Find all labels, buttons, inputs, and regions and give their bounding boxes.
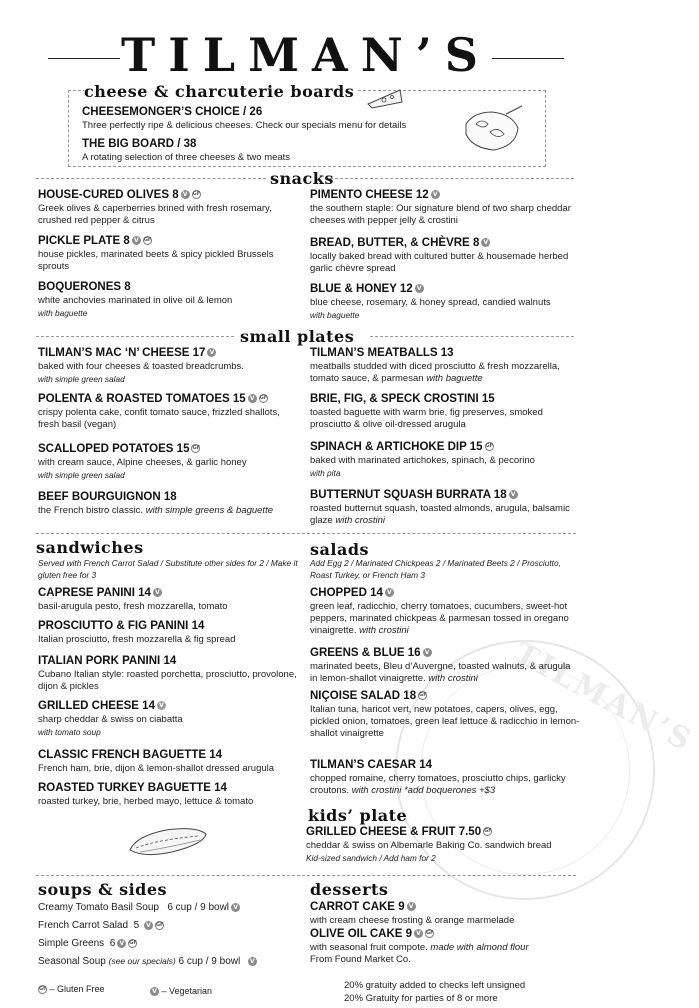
gluten-free-icon: GF bbox=[129, 939, 137, 946]
menu-item: BREAD, BUTTER, & CHÈVRE 8 V locally baked bread with cultured butter & housemade herbed garlic chèvre spread bbox=[310, 237, 569, 274]
gluten-free-legend: GF – Gluten Free bbox=[39, 984, 105, 994]
vegetarian-icon: V bbox=[150, 987, 159, 996]
charcuterie-board-illustration bbox=[460, 104, 524, 156]
vegetarian-icon: V bbox=[132, 236, 141, 245]
menu-item: BEEF BOURGUIGNON 18 the French bistro classic. with simple greens & baguette bbox=[38, 491, 273, 516]
sandwiches-rule-top bbox=[36, 533, 576, 534]
kids-title: kids’ plate bbox=[308, 806, 408, 825]
menu-item: TILMAN’S CAESAR 14 chopped romaine, cherry tomatoes, prosciutto chips, garlicky croutons. with crostini *add boquerones +$3 bbox=[310, 759, 566, 796]
boards-title: cheese & charcuterie boards bbox=[84, 82, 358, 101]
vegetarian-icon: V bbox=[153, 588, 162, 597]
gluten-free-icon: GF bbox=[259, 395, 268, 402]
vegetarian-icon: V bbox=[415, 284, 424, 293]
menu-item: CLASSIC FRENCH BAGUETTE 14 French ham, brie, dijon & lemon-shallot dressed arugula bbox=[38, 749, 275, 774]
gluten-free-icon: GF bbox=[143, 237, 152, 244]
menu-item: PROSCIUTTO & FIG PANINI 14 Italian prosciutto, fresh mozzarella & fig spread bbox=[38, 620, 236, 645]
side-item: Simple Greens 6 V GF bbox=[38, 938, 137, 949]
menu-item: SCALLOPED POTATOES 15 GF with cream sauce, Alpine cheeses, & garlic honey with simple green salad bbox=[38, 443, 247, 480]
watermark-text: TILMAN’S bbox=[508, 635, 699, 760]
gluten-free-icon: GF bbox=[485, 443, 494, 450]
menu-item: HOUSE-CURED OLIVES 8 V GF Greek olives & caperberries brined with fresh rosemary, crushed red pepper & citrus bbox=[38, 189, 272, 226]
cheese-wedge-illustration bbox=[364, 84, 406, 112]
vegetarian-icon: V bbox=[509, 490, 518, 499]
board-item: THE BIG BOARD / 38 A rotating selection of three cheeses & two meats bbox=[82, 138, 291, 163]
soups-title: soups & sides bbox=[38, 880, 168, 899]
menu-item: TILMAN’S MAC ‘N’ CHEESE 17 V baked with four cheeses & toasted breadcrumbs. with simple green salad bbox=[38, 347, 244, 384]
menu-item: CARROT CAKE 9 V with cream cheese frosting & orange marmelade bbox=[310, 901, 515, 926]
menu-item: GREENS & BLUE 16 V marinated beets, Bleu d’Auvergne, toasted walnuts, & arugula in lemon-shallot vinaigrette. with crostini bbox=[310, 647, 571, 684]
menu-item: PICKLE PLATE 8 V GF house pickles, marinated beets & spicy pickled Brussels sprouts bbox=[38, 235, 274, 272]
vegetarian-icon: V bbox=[181, 190, 190, 199]
vegetarian-icon: V bbox=[481, 238, 490, 247]
menu-item: CAPRESE PANINI 14 V basil-arugula pesto, fresh mozzarella, tomato bbox=[38, 587, 228, 612]
vegetarian-icon: V bbox=[207, 348, 216, 357]
bottom-rule bbox=[36, 875, 576, 876]
vegetarian-icon: V bbox=[385, 588, 394, 597]
snacks-title: snacks bbox=[270, 169, 334, 188]
gluten-free-icon: GF bbox=[192, 191, 201, 198]
gratuity-policy-parties: 20% Gratuity for parties of 8 or more bbox=[344, 993, 498, 1004]
gluten-free-icon: GF bbox=[192, 445, 200, 452]
gluten-free-icon: GF bbox=[39, 986, 47, 993]
vegetarian-icon: V bbox=[144, 921, 153, 930]
restaurant-name: TILMAN’S bbox=[121, 28, 491, 82]
board-item: CHEESEMONGER’S CHOICE / 26 Three perfectly ripe & delicious cheeses. Check our specials menu for details bbox=[82, 106, 407, 131]
salads-title: salads bbox=[310, 540, 370, 559]
menu-item: GRILLED CHEESE 14 V sharp cheddar & swiss on ciabatta with tomato soup bbox=[38, 700, 183, 737]
menu-item: PIMENTO CHEESE 12 V the southern staple: Our signature blend of two sharp cheddar cheeses with pepper jelly & crostini bbox=[310, 189, 571, 226]
salads-note: Add Egg 2 / Marinated Chickpeas 2 / Marinated Beets 2 / Prosciutto, Roast Turkey, or French Ham 3 bbox=[310, 558, 561, 580]
menu-item: TILMAN’S MEATBALLS 13 meatballs studded with diced prosciutto & fresh mozzarella, tomato sauce, & parmesan with baguette bbox=[310, 347, 560, 384]
vegetarian-icon: V bbox=[407, 902, 416, 911]
sandwiches-note: Served with French Carrot Salad / Substitute other sides for 2 / Make it gluten free for 3 bbox=[38, 558, 298, 580]
menu-item: BLUE & HONEY 12 V blue cheese, rosemary, & honey spread, candied walnuts with baguette bbox=[310, 283, 551, 320]
vegetarian-icon: V bbox=[117, 939, 126, 948]
menu-item: NIÇOISE SALAD 18 GF Italian tuna, haricot vert, new potatoes, capers, olives, egg, pickled onion, tomatoes, green leaf lettuce & radicchio in lemon-shallot vinaigrette bbox=[310, 690, 580, 739]
vegetarian-icon: V bbox=[423, 648, 432, 657]
menu-item: OLIVE OIL CAKE 9 V GF with seasonal fruit compote. made with almond flour From Found Market Co. bbox=[310, 928, 529, 965]
gluten-free-icon: GF bbox=[484, 828, 492, 835]
menu-item: POLENTA & ROASTED TOMATOES 15 V GF crispy polenta cake, confit tomato sauce, frizzled shallots, fresh basil (vegan) bbox=[38, 393, 280, 430]
desserts-title: desserts bbox=[310, 880, 389, 899]
vegetarian-icon: V bbox=[248, 957, 257, 966]
menu-item: BRIE, FIG, & SPECK CROSTINI 15 toasted baguette with warm brie, fig preserves, smoked prosciutto & olive oil-dressed arugula bbox=[310, 393, 543, 430]
vegetarian-icon: V bbox=[231, 903, 240, 912]
menu-item: SPINACH & ARTICHOKE DIP 15 GF baked with marinated artichokes, spinach, & pecorino with pita bbox=[310, 441, 535, 478]
menu-item: BUTTERNUT SQUASH BURRATA 18 V roasted butternut squash, toasted almonds, arugula, balsamic glaze with crostini bbox=[310, 489, 570, 526]
vegetarian-icon: V bbox=[248, 394, 257, 403]
gluten-free-icon: GF bbox=[426, 930, 434, 937]
snacks-rule-left bbox=[36, 178, 266, 179]
gluten-free-icon: GF bbox=[155, 921, 164, 928]
gratuity-policy: 20% gratuity added to checks left unsigned bbox=[344, 980, 526, 991]
small-plates-rule-right bbox=[370, 336, 574, 337]
vegetarian-icon: V bbox=[431, 190, 440, 199]
menu-item: BOQUERONES 8 white anchovies marinated in olive oil & lemon with baguette bbox=[38, 281, 233, 318]
menu-item: ROASTED TURKEY BAGUETTE 14 roasted turkey, brie, herbed mayo, lettuce & tomato bbox=[38, 782, 254, 807]
gluten-free-icon: GF bbox=[419, 692, 427, 699]
small-plates-rule-left bbox=[36, 336, 234, 337]
snacks-rule-right bbox=[330, 178, 574, 179]
vegetarian-legend: V – Vegetarian bbox=[148, 986, 212, 996]
sandwiches-title: sandwiches bbox=[36, 538, 144, 557]
baguette-sandwich-illustration bbox=[126, 822, 210, 862]
side-item: Creamy Tomato Basil Soup 6 cup / 9 bowl V bbox=[38, 902, 240, 914]
vegetarian-icon: V bbox=[157, 701, 166, 710]
menu-item: GRILLED CHEESE & FRUIT 7.50 GF cheddar & swiss on Albemarle Baking Co. sandwich bread Kid-sized sandwich / Add ham for 2 bbox=[306, 826, 552, 863]
menu-item: ITALIAN PORK PANINI 14 Cubano Italian style: roasted porchetta, prosciutto, provolone, dijon & pickles bbox=[38, 655, 297, 692]
menu-item: CHOPPED 14 V green leaf, radicchio, cherry tomatoes, cucumbers, sweet-hot peppers, marinated chickpeas & parmesan tossed in oregano vinaigrette. with crostini bbox=[310, 587, 569, 636]
side-item: Seasonal Soup (see our specials) 6 cup / 9 bowl V bbox=[38, 955, 257, 968]
small-plates-title: small plates bbox=[240, 327, 355, 346]
vegetarian-icon: V bbox=[414, 929, 423, 938]
side-item: French Carrot Salad 5 V GF bbox=[38, 920, 164, 931]
